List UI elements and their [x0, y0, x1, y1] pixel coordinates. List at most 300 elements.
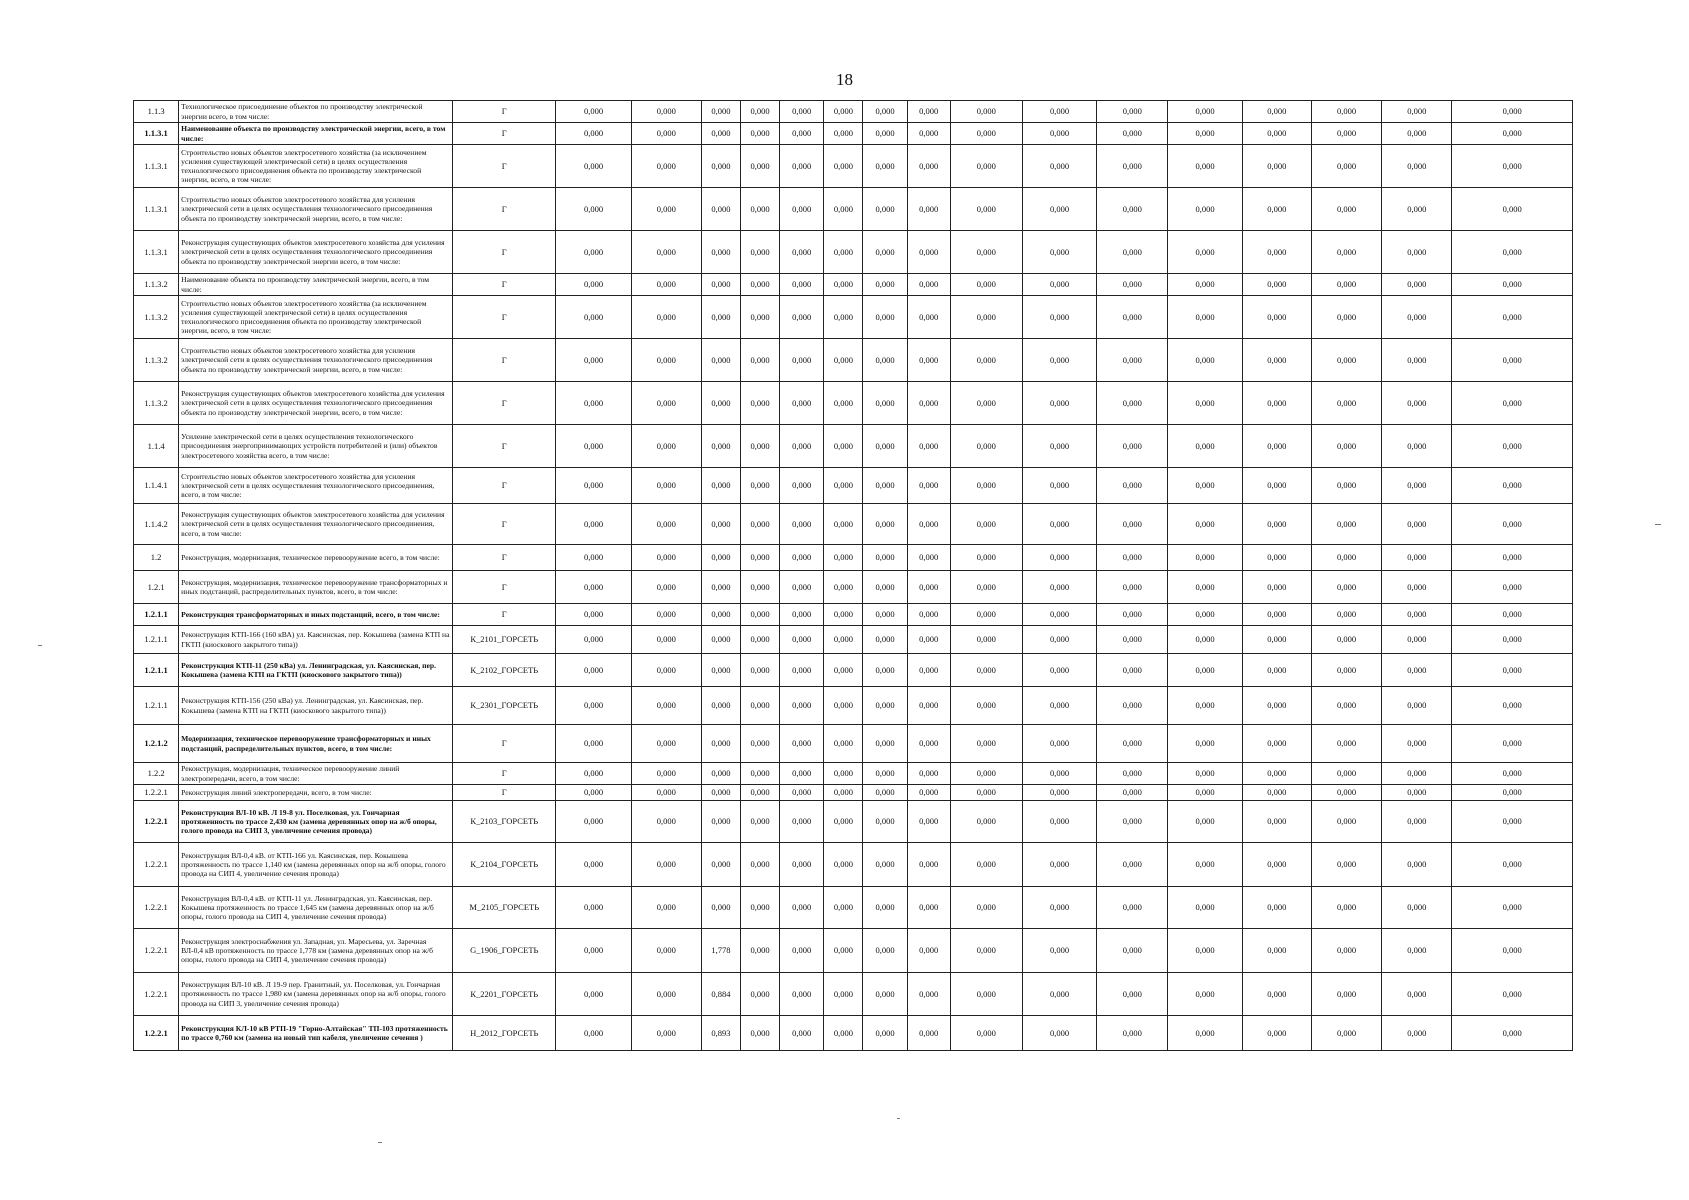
row-name: Реконструкция ВЛ-10 кВ. Л 19-8 ул. Поселковая, ул. Гончарная протяженность по трассе 2,430 км (замена деревянных опор на ж/б опоры, голого провода на СИП 3, увеличение сечения провода) [179, 801, 453, 843]
row-value: 0,000 [741, 654, 780, 687]
row-value: 0,000 [824, 296, 863, 339]
row-value: 0,000 [1452, 101, 1573, 123]
row-value: 0,000 [824, 382, 863, 425]
row-value: 0,000 [950, 973, 1022, 1016]
row-value: 0,000 [1452, 973, 1573, 1016]
row-value: 0,000 [1022, 654, 1096, 687]
row-value: 0,000 [1022, 339, 1096, 382]
row-value: 0,000 [824, 188, 863, 231]
row-value: 0,000 [863, 929, 907, 973]
row-code: 1.2.2.1 [134, 843, 179, 887]
row-value: 0,000 [1168, 145, 1242, 188]
row-value: 0,000 [701, 843, 740, 887]
row-name: Реконструкция существующих объектов электросетевого хозяйства для усиления электрической сети в целях осуществления технологического присоединения, всего, в том числе: [179, 504, 453, 545]
row-name: Реконструкция трансформаторных и иных подстанций, всего, в том числе: [179, 604, 453, 626]
row-id: Г [453, 763, 556, 785]
row-value: 0,000 [1242, 425, 1311, 468]
row-id: Г [453, 725, 556, 763]
row-value: 0,000 [1311, 545, 1381, 571]
row-value: 0,000 [863, 725, 907, 763]
row-code: 1.2.1 [134, 571, 179, 604]
row-value: 0,000 [1022, 296, 1096, 339]
row-value: 0,000 [907, 468, 950, 504]
scan-speck [897, 1118, 900, 1119]
row-value: 0,000 [1097, 101, 1168, 123]
row-value: 0,000 [1022, 382, 1096, 425]
row-value: 0,000 [824, 785, 863, 801]
row-id: Г [453, 231, 556, 274]
row-code: 1.1.3.2 [134, 382, 179, 425]
row-value: 0,000 [1022, 887, 1096, 929]
row-value: 0,000 [824, 763, 863, 785]
row-value: 0,000 [556, 929, 631, 973]
row-value: 0,000 [950, 763, 1022, 785]
row-value: 0,000 [1097, 801, 1168, 843]
row-value: 0,000 [631, 654, 701, 687]
row-value: 0,000 [1168, 425, 1242, 468]
row-value: 0,000 [1311, 887, 1381, 929]
row-value: 0,000 [741, 545, 780, 571]
row-value: 0,000 [1382, 231, 1452, 274]
row-value: 0,000 [907, 123, 950, 145]
row-value: 0,000 [1452, 425, 1573, 468]
row-name: Реконструкция существующих объектов электросетевого хозяйства для усиления электрической сети в целях осуществления технологического присоединения объекта по производству электрической энергии всего, в том числе: [179, 231, 453, 274]
row-value: 0,000 [950, 339, 1022, 382]
row-value: 0,000 [1452, 801, 1573, 843]
row-value: 0,000 [863, 425, 907, 468]
row-value: 0,000 [556, 274, 631, 296]
row-value: 0,000 [631, 545, 701, 571]
table-row [134, 382, 1573, 425]
row-value: 0,000 [631, 339, 701, 382]
row-value: 0,000 [556, 425, 631, 468]
row-value: 0,000 [863, 274, 907, 296]
row-value: 0,000 [907, 654, 950, 687]
row-value: 0,000 [1168, 274, 1242, 296]
row-value: 0,000 [1382, 626, 1452, 654]
row-value: 0,000 [1168, 231, 1242, 274]
row-value: 0,000 [1022, 188, 1096, 231]
row-value: 0,000 [1311, 973, 1381, 1016]
row-name: Реконструкция КЛ-10 кВ РТП-19 "Горно-Алтайская" ТП-103 протяженность по трассе 0,760 км (замена на новый тип кабеля, увеличение сечения ) [179, 1016, 453, 1051]
row-value: 0,000 [1022, 785, 1096, 801]
row-value: 0,000 [1022, 725, 1096, 763]
row-name: Реконструкция, модернизация, техническое перевооружение линий электропередачи, всего, в том числе: [179, 763, 453, 785]
row-value: 0,000 [824, 571, 863, 604]
row-name: Реконструкция КТП-11 (250 кВа) ул. Ленинградская, ул. Каясинская, пер. Кокышева (замена КТП на ГКТП (киоскового закрытого типа)) [179, 654, 453, 687]
row-value: 0,000 [1097, 123, 1168, 145]
row-value: 0,000 [631, 101, 701, 123]
row-value: 0,000 [1452, 571, 1573, 604]
row-value: 0,000 [1452, 687, 1573, 725]
row-value: 0,000 [1168, 545, 1242, 571]
investment-program-table [133, 100, 1573, 1051]
row-value: 0,000 [556, 545, 631, 571]
row-value: 0,000 [631, 188, 701, 231]
row-value: 0,000 [863, 571, 907, 604]
row-value: 0,000 [1242, 123, 1311, 145]
row-value: 0,000 [1382, 887, 1452, 929]
row-value: 0,000 [780, 654, 824, 687]
row-value: 0,000 [1452, 626, 1573, 654]
row-value: 0,000 [780, 382, 824, 425]
row-value: 0,000 [631, 231, 701, 274]
row-value: 0,000 [556, 763, 631, 785]
row-id: К_2103_ГОРСЕТЬ [453, 801, 556, 843]
row-value: 0,000 [950, 887, 1022, 929]
row-value: 0,000 [1242, 626, 1311, 654]
row-value: 0,000 [907, 274, 950, 296]
row-name: Реконструкция КТП-166 (160 кВА) ул. Каясинская, пер. Кокышева (замена КТП на ГКТП (киоскового закрытого типа)) [179, 626, 453, 654]
row-value: 0,000 [701, 468, 740, 504]
row-value: 0,000 [1097, 468, 1168, 504]
row-value: 0,000 [780, 296, 824, 339]
row-name: Реконструкция электроснабжения ул. Западная, ул. Маресьева, ул. Заречная ВЛ-0,4 кВ протяженность по трассе 1,778 км (замена деревянных опор на ж/б опоры, голого провода на СИП 4, увеличение сечения провода) [179, 929, 453, 973]
row-value: 0,000 [907, 725, 950, 763]
row-value: 0,000 [907, 296, 950, 339]
row-value: 0,000 [1097, 504, 1168, 545]
row-value: 0,000 [907, 339, 950, 382]
row-value: 0,000 [556, 468, 631, 504]
row-value: 0,000 [1311, 339, 1381, 382]
row-value: 0,000 [780, 571, 824, 604]
row-value: 0,000 [1097, 339, 1168, 382]
row-value: 0,000 [1242, 654, 1311, 687]
row-code: 1.2.2.1 [134, 929, 179, 973]
row-value: 0,000 [1311, 274, 1381, 296]
row-id: Г [453, 123, 556, 145]
row-name: Усиление электрической сети в целях осуществления технологического присоединения энергопринимающих устройств потребителей и (или) объектов электросетевого хозяйства всего, в том числе: [179, 425, 453, 468]
row-value: 0,000 [1168, 101, 1242, 123]
row-value: 0,000 [1452, 1016, 1573, 1051]
table-body [134, 101, 1573, 1051]
row-value: 0,000 [950, 626, 1022, 654]
row-value: 0,000 [1452, 504, 1573, 545]
row-value: 0,000 [1097, 188, 1168, 231]
row-id: Г [453, 145, 556, 188]
row-value: 0,000 [1097, 604, 1168, 626]
row-value: 0,000 [1242, 604, 1311, 626]
scan-speck [378, 1142, 382, 1143]
row-value: 0,000 [701, 274, 740, 296]
row-value: 0,000 [780, 604, 824, 626]
row-value: 0,000 [1168, 973, 1242, 1016]
row-value: 0,000 [741, 1016, 780, 1051]
row-value: 0,000 [1022, 545, 1096, 571]
row-value: 0,000 [1382, 145, 1452, 188]
row-value: 0,000 [556, 188, 631, 231]
row-value: 0,000 [1382, 801, 1452, 843]
row-value: 0,000 [1242, 687, 1311, 725]
row-value: 0,000 [780, 785, 824, 801]
row-value: 0,000 [863, 687, 907, 725]
row-value: 0,000 [824, 1016, 863, 1051]
row-value: 0,000 [1452, 763, 1573, 785]
row-value: 0,000 [631, 571, 701, 604]
row-value: 0,000 [1097, 545, 1168, 571]
row-value: 0,000 [701, 763, 740, 785]
row-id: Г [453, 274, 556, 296]
row-value: 0,000 [907, 382, 950, 425]
row-value: 0,000 [1097, 296, 1168, 339]
row-value: 0,000 [950, 101, 1022, 123]
row-value: 0,000 [701, 145, 740, 188]
row-value: 0,000 [1168, 571, 1242, 604]
row-value: 0,000 [1452, 604, 1573, 626]
row-value: 0,000 [701, 296, 740, 339]
page-number: 18 [836, 70, 853, 89]
row-value: 0,000 [824, 425, 863, 468]
row-value: 0,000 [824, 929, 863, 973]
table-row [134, 687, 1573, 725]
row-value: 0,000 [1311, 604, 1381, 626]
row-value: 0,000 [741, 339, 780, 382]
row-value: 0,000 [1097, 929, 1168, 973]
row-value: 0,000 [907, 887, 950, 929]
row-value: 0,000 [1022, 145, 1096, 188]
row-value: 0,000 [1452, 725, 1573, 763]
row-id: Г [453, 571, 556, 604]
row-value: 0,000 [556, 687, 631, 725]
row-value: 0,000 [863, 843, 907, 887]
table-row [134, 801, 1573, 843]
row-value: 0,000 [556, 785, 631, 801]
row-value: 0,000 [1311, 763, 1381, 785]
row-value: 0,000 [863, 123, 907, 145]
row-name: Технологическое присоединение объектов по производству электрической энергии всего, в том числе: [179, 101, 453, 123]
row-value: 0,000 [907, 571, 950, 604]
row-value: 0,000 [631, 468, 701, 504]
row-code: 1.1.3.1 [134, 188, 179, 231]
row-value: 0,000 [1382, 468, 1452, 504]
row-value: 0,000 [701, 382, 740, 425]
row-value: 0,000 [1382, 339, 1452, 382]
row-value: 0,000 [1242, 382, 1311, 425]
row-value: 0,000 [824, 801, 863, 843]
row-id: Г [453, 468, 556, 504]
row-value: 0,000 [741, 725, 780, 763]
row-value: 0,000 [1382, 274, 1452, 296]
row-value: 0,000 [863, 785, 907, 801]
row-value: 0,000 [1168, 123, 1242, 145]
row-value: 0,000 [631, 785, 701, 801]
row-value: 0,000 [780, 123, 824, 145]
table-row [134, 785, 1573, 801]
row-value: 0,000 [1311, 504, 1381, 545]
row-value: 0,000 [556, 843, 631, 887]
row-value: 0,000 [950, 654, 1022, 687]
row-value: 0,000 [950, 571, 1022, 604]
row-value: 0,000 [950, 801, 1022, 843]
row-value: 0,000 [1022, 604, 1096, 626]
row-value: 0,000 [1168, 654, 1242, 687]
row-value: 0,000 [950, 296, 1022, 339]
row-value: 0,000 [1168, 468, 1242, 504]
row-value: 0,000 [1242, 504, 1311, 545]
table-row [134, 654, 1573, 687]
table-row [134, 843, 1573, 887]
row-value: 0,000 [1452, 188, 1573, 231]
row-value: 0,000 [1022, 1016, 1096, 1051]
row-value: 0,000 [824, 843, 863, 887]
row-value: 0,000 [701, 571, 740, 604]
row-value: 0,000 [1022, 626, 1096, 654]
table-row [134, 604, 1573, 626]
row-value: 0,000 [863, 101, 907, 123]
row-value: 0,000 [950, 274, 1022, 296]
row-value: 0,000 [950, 468, 1022, 504]
row-value: 0,000 [631, 801, 701, 843]
row-value: 0,000 [1382, 504, 1452, 545]
row-value: 0,000 [1242, 1016, 1311, 1051]
row-id: М_2105_ГОРСЕТЬ [453, 887, 556, 929]
row-value: 0,000 [1097, 687, 1168, 725]
row-value: 0,000 [950, 843, 1022, 887]
row-value: 0,000 [1452, 785, 1573, 801]
row-value: 0,000 [1382, 763, 1452, 785]
row-value: 0,000 [1242, 545, 1311, 571]
row-value: 0,000 [1452, 545, 1573, 571]
row-value: 0,000 [1311, 231, 1381, 274]
row-value: 0,000 [824, 504, 863, 545]
row-value: 0,000 [556, 231, 631, 274]
row-value: 0,000 [780, 1016, 824, 1051]
table-row [134, 123, 1573, 145]
row-value: 0,000 [741, 382, 780, 425]
row-value: 0,000 [863, 801, 907, 843]
row-value: 0,000 [1382, 425, 1452, 468]
row-value: 0,000 [1311, 725, 1381, 763]
row-value: 0,000 [907, 687, 950, 725]
row-value: 0,000 [1382, 571, 1452, 604]
row-value: 0,000 [907, 929, 950, 973]
row-value: 0,000 [950, 725, 1022, 763]
row-value: 0,000 [863, 231, 907, 274]
row-value: 0,000 [1022, 763, 1096, 785]
row-value: 0,000 [1242, 274, 1311, 296]
row-value: 0,000 [950, 687, 1022, 725]
row-value: 0,000 [1382, 654, 1452, 687]
row-value: 0,000 [631, 504, 701, 545]
row-value: 0,000 [1097, 973, 1168, 1016]
table-row [134, 231, 1573, 274]
row-value: 0,000 [741, 296, 780, 339]
row-value: 0,000 [780, 929, 824, 973]
row-value: 0,000 [631, 887, 701, 929]
row-id: К_2104_ГОРСЕТЬ [453, 843, 556, 887]
row-value: 0,000 [631, 973, 701, 1016]
row-value: 0,000 [701, 604, 740, 626]
row-value: 0,000 [1097, 231, 1168, 274]
row-value: 0,000 [950, 545, 1022, 571]
row-value: 0,000 [1382, 545, 1452, 571]
row-value: 0,000 [1311, 571, 1381, 604]
row-value: 0,000 [1022, 504, 1096, 545]
row-value: 0,000 [1168, 626, 1242, 654]
row-value: 0,000 [863, 188, 907, 231]
row-value: 0,000 [1242, 571, 1311, 604]
row-value: 0,000 [780, 887, 824, 929]
row-value: 0,000 [1311, 425, 1381, 468]
row-value: 0,000 [907, 145, 950, 188]
row-value: 0,000 [1311, 801, 1381, 843]
row-value: 0,000 [1022, 468, 1096, 504]
row-value: 1,778 [701, 929, 740, 973]
row-value: 0,000 [824, 545, 863, 571]
row-value: 0,000 [556, 382, 631, 425]
row-code: 1.1.3.2 [134, 296, 179, 339]
row-code: 1.1.4.1 [134, 468, 179, 504]
row-value: 0,000 [1242, 929, 1311, 973]
row-value: 0,000 [741, 274, 780, 296]
row-value: 0,000 [631, 123, 701, 145]
row-value: 0,000 [1022, 425, 1096, 468]
row-value: 0,000 [1168, 687, 1242, 725]
row-name: Строительство новых объектов электросетевого хозяйства для усиления электрической сети в целях осуществления технологического присоединения, всего, в том числе: [179, 468, 453, 504]
row-value: 0,000 [824, 626, 863, 654]
row-value: 0,000 [1452, 468, 1573, 504]
row-name: Модернизация, техническое перевооружение трансформаторных и иных подстанций, распределительных пунктов, всего, в том числе: [179, 725, 453, 763]
row-id: К_2201_ГОРСЕТЬ [453, 973, 556, 1016]
row-value: 0,000 [907, 973, 950, 1016]
row-value: 0,000 [556, 123, 631, 145]
row-value: 0,000 [556, 1016, 631, 1051]
row-value: 0,000 [741, 973, 780, 1016]
row-value: 0,000 [907, 843, 950, 887]
row-name: Реконструкция ВЛ-0,4 кВ. от КТП-11 ул. Ленинградская, ул. Каясинская, пер. Кокышева протяженность по трассе 1,645 км (замена деревянных опор на ж/б опоры, голого провода на СИП 4, увеличение сечения провода) [179, 887, 453, 929]
row-code: 1.1.3.2 [134, 274, 179, 296]
row-value: 0,000 [1311, 785, 1381, 801]
row-value: 0,000 [863, 468, 907, 504]
row-id: Г [453, 188, 556, 231]
row-value: 0,000 [741, 763, 780, 785]
row-value: 0,000 [1382, 604, 1452, 626]
row-id: Г [453, 785, 556, 801]
table-row [134, 274, 1573, 296]
row-value: 0,000 [907, 626, 950, 654]
row-value: 0,000 [780, 843, 824, 887]
row-id: Г [453, 604, 556, 626]
row-value: 0,000 [701, 504, 740, 545]
row-id: Г [453, 504, 556, 545]
row-value: 0,000 [863, 887, 907, 929]
scan-speck [1655, 524, 1661, 525]
table-row [134, 929, 1573, 973]
row-value: 0,000 [631, 145, 701, 188]
row-value: 0,000 [1311, 145, 1381, 188]
row-value: 0,000 [907, 604, 950, 626]
row-value: 0,000 [701, 887, 740, 929]
row-id: К_2101_ГОРСЕТЬ [453, 626, 556, 654]
row-value: 0,000 [631, 725, 701, 763]
row-code: 1.2.2.1 [134, 887, 179, 929]
row-value: 0,000 [1022, 274, 1096, 296]
row-code: 1.1.3 [134, 101, 179, 123]
table-row [134, 571, 1573, 604]
row-value: 0,000 [556, 339, 631, 382]
row-value: 0,000 [1168, 188, 1242, 231]
row-value: 0,000 [556, 801, 631, 843]
row-value: 0,000 [950, 231, 1022, 274]
row-value: 0,000 [907, 763, 950, 785]
row-value: 0,000 [1311, 1016, 1381, 1051]
row-value: 0,000 [701, 123, 740, 145]
row-value: 0,000 [824, 687, 863, 725]
row-value: 0,000 [1022, 843, 1096, 887]
row-name: Строительство новых объектов электросетевого хозяйства для усиления электрической сети в целях осуществления технологического присоединения объекта по производству электрической энергии, всего, в том числе: [179, 188, 453, 231]
row-code: 1.1.3.2 [134, 339, 179, 382]
row-value: 0,000 [1168, 843, 1242, 887]
